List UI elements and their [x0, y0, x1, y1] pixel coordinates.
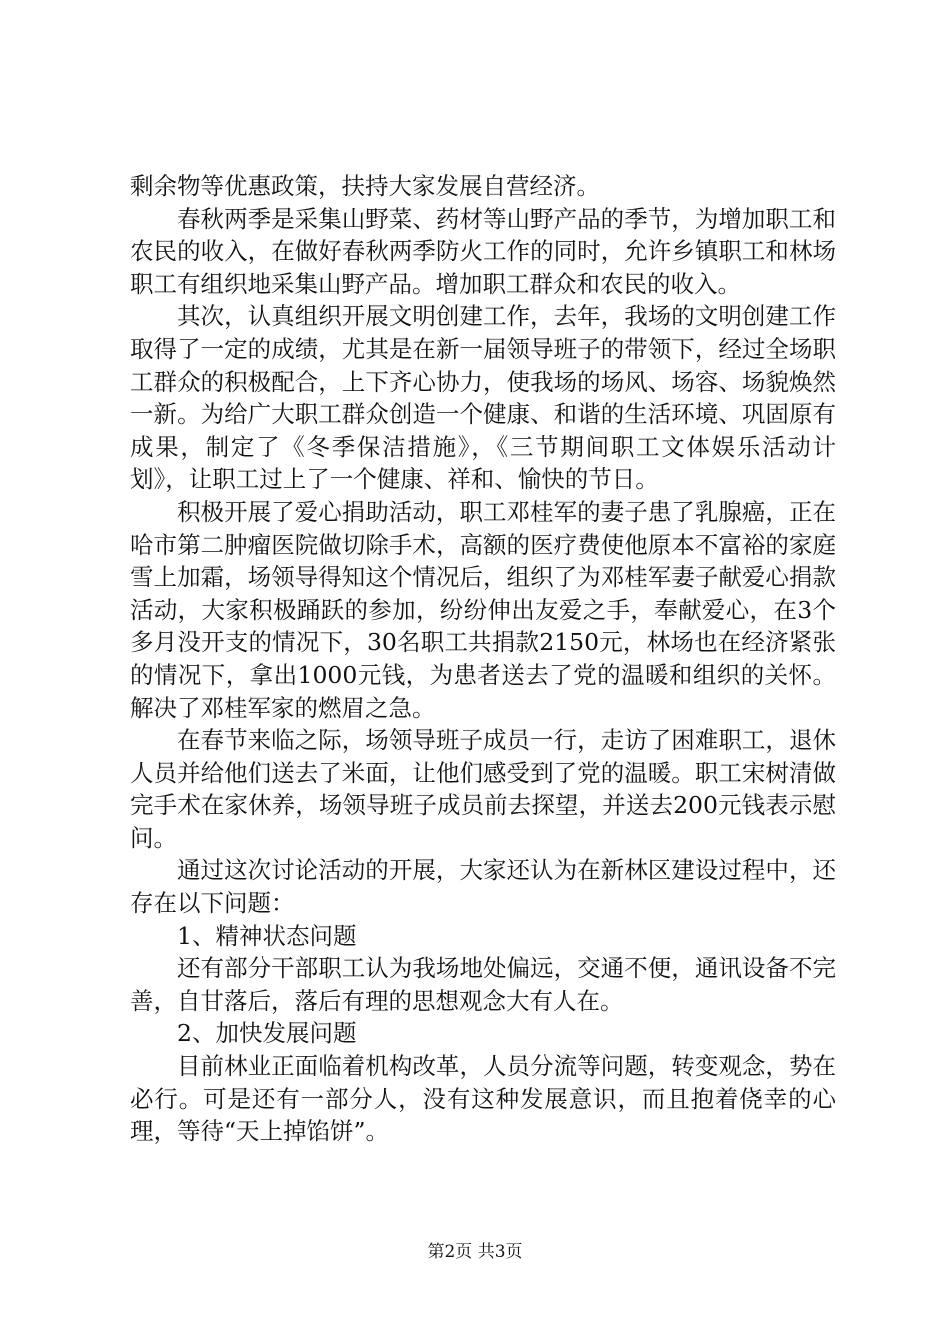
paragraph-5: 在春节来临之际，场领导班子成员一行，走访了困难职工，退休人员并给他们送去了米面，让他们感受到了党的温暖。职工宋树清做完手术在家休养，场领导班子成员前去探望，并送去200元钱表示慰问。 [130, 726, 836, 852]
paragraph-6: 通过这次讨论活动的开展，大家还认为在新林区建设过程中，还存在以下问题： [130, 856, 836, 918]
paragraph-3: 其次，认真组织开展文明创建工作，去年，我场的文明创建工作取得了一定的成绩，尤其是在新一届领导班子的带领下，经过全场职工群众的积极配合，上下齐心协力，使我场的场风、场容、场貌焕然一新。为给广大职工群众创造一个健康、和谐的生活环境、巩固原有成果，制定了《冬季保洁措施》，《三节期间职工文体娱乐活动计划》，让职工过上了一个健康、祥和、愉快的节日。 [130, 302, 836, 494]
paragraph-7: 还有部分干部职工认为我场地处偏远，交通不便，通讯设备不完善，自甘落后，落后有理的思想观念大有人在。 [130, 954, 836, 1015]
page-footer [0, 1240, 950, 1264]
paragraph-1: 剩余物等优惠政策，扶持大家发展自营经济。 [130, 172, 600, 200]
document-body [130, 170, 836, 1148]
paragraph-2: 春秋两季是采集山野菜、药材等山野产品的季节，为增加职工和农民的收入，在做好春秋两季防火工作的同时，允许乡镇职工和林场职工有组织地采集山野产品。增加职工群众和农民的收入。 [130, 204, 836, 298]
paragraph-8: 目前林业正面临着机构改革，人员分流等问题，转变观念，势在必行。可是还有一部分人，没有这种发展意识，而且抱着侥幸的心理，等待“天上掉馅饼”。 [130, 1052, 836, 1146]
section-heading-2: 2、加快发展问题 [177, 1019, 357, 1048]
paragraph-4: 积极开展了爱心捐助活动，职工邓桂军的妻子患了乳腺癌，正在哈市第二肿瘤医院做切除手术，高额的医疗费使他原本不富裕的家庭雪上加霜，场领导得知这个情况后，组织了为邓桂军妻子献爱心捐款活动，大家积极踊跃的参加，纷纷伸出友爱之手，奉献爱心，在3个多月没开支的情况下，30名职工共捐款2150元，林场也在经济紧张的情况下，拿出1000元钱，为患者送去了党的温暖和组织的关怀。解决了邓桂军家的燃眉之急。 [130, 497, 836, 722]
section-heading-1: 1、精神状态问题 [177, 921, 357, 950]
page-number: 第2页 共3页 [427, 1242, 523, 1262]
